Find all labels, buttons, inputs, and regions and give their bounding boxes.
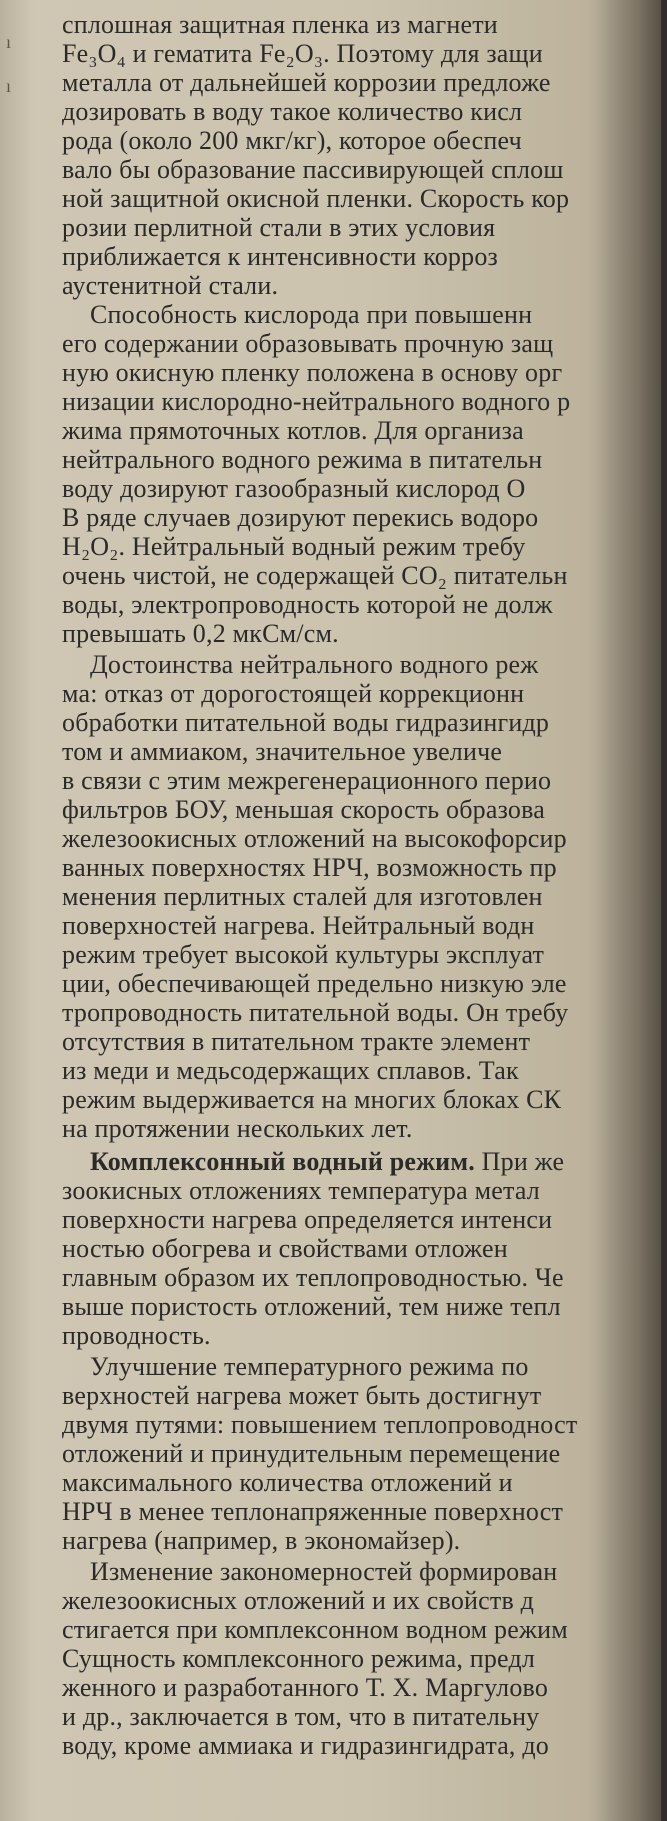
text-line: двумя путями: повышением теплопроводност xyxy=(62,1410,578,1439)
text-line: рода (около 200 мкг/кг), которое обеспеч xyxy=(62,126,522,155)
text-line: максимального количества отложений и xyxy=(62,1468,513,1497)
text-line: в связи с этим межрегенерационного перио xyxy=(62,766,552,795)
text-line: ностью обогрева и свойствами отложен xyxy=(62,1234,508,1263)
text-line: нейтрального водного режима в питательн xyxy=(62,445,543,474)
text-line: отсутствия в питательном тракте элемент xyxy=(62,1027,531,1056)
text-line: H₂O₂. Нейтральный водный режим требу xyxy=(62,532,526,561)
heading-continuation: При же xyxy=(474,1147,565,1176)
text-line: зоокисных отложениях температура метал xyxy=(62,1176,540,1205)
text-line: из меди и медьсодержащих сплавов. Так xyxy=(62,1056,519,1085)
text-line: ной защитной окисной пленки. Скорость кор xyxy=(62,184,570,213)
text-line: на протяжении нескольких лет. xyxy=(62,1114,413,1143)
margin-mark: ı xyxy=(6,76,12,96)
text-line: обработки питательной воды гидразингидр xyxy=(62,708,550,737)
text-line: низации кислородно-нейтрального водного р xyxy=(62,387,571,416)
text-line: режим выдерживается на многих блоках СК xyxy=(62,1085,562,1114)
section-heading-line xyxy=(90,1147,564,1177)
text-line: том и аммиаком, значительное увеличе xyxy=(62,737,503,766)
text-line: ции, обеспечивающей предельно низкую эле xyxy=(62,969,567,998)
page-edge-shadow xyxy=(597,0,667,1821)
text-line: сплошная защитная пленка из магнети xyxy=(62,10,498,39)
text-line: менения перлитных сталей для изготовлен xyxy=(62,882,543,911)
text-line: женного и разработанного Т. Х. Маргулово xyxy=(62,1673,549,1702)
text-line: ную окисную пленку положена в основу орг xyxy=(62,358,563,387)
margin-marks xyxy=(6,20,26,108)
text-line: Улучшение температурного режима по xyxy=(90,1352,529,1381)
text-line: его содержании образовывать прочную защ xyxy=(62,329,554,358)
text-line: приближается к интенсивности корроз xyxy=(62,242,498,271)
text-line: тропроводность питательной воды. Он требу xyxy=(62,998,569,1027)
text-line: верхностей нагрева может быть достигнут xyxy=(62,1381,542,1410)
page-edge xyxy=(661,0,667,1821)
text-line: металла от дальнейшей коррозии предложе xyxy=(62,68,551,97)
text-line: НРЧ в менее теплонапряженные поверхност xyxy=(62,1497,564,1526)
text-line: аустенитной стали. xyxy=(62,271,279,300)
text-line: очень чистой, не содержащей CO₂ питательн xyxy=(62,561,568,590)
text-line: отложений и принудительным перемещение xyxy=(62,1439,561,1468)
text-line: В ряде случаев дозируют перекись водоро xyxy=(62,503,539,532)
text-line: железоокисных отложений и их свойств д xyxy=(62,1586,535,1615)
text-line: Fe₃O₄ и гематита Fe₂O₃. Поэтому для защи xyxy=(62,39,543,68)
text-line: поверхности нагрева определяется интенси xyxy=(62,1205,553,1234)
text-line: и др., заключается в том, что в питательну xyxy=(62,1702,540,1731)
text-line: поверхностей нагрева. Нейтральный водн xyxy=(62,911,535,940)
text-line: Сущность комплексонного режима, предл xyxy=(62,1644,536,1673)
text-line: нагрева (например, в экономайзер). xyxy=(62,1526,461,1555)
text-line: ма: отказ от дорогостоящей коррекционн xyxy=(62,679,525,708)
text-line: воду, кроме аммиака и гидразингидрата, до xyxy=(62,1731,549,1760)
text-line: железоокисных отложений на высокофорсир xyxy=(62,824,567,853)
text-line: стигается при комплексонном водном режим xyxy=(62,1615,568,1644)
text-line: воды, электропроводность которой не долж xyxy=(62,590,553,619)
text-line: воду дозируют газообразный кислород О xyxy=(62,474,526,503)
text-line: розии перлитной стали в этих условия xyxy=(62,213,496,242)
text-line: главным образом их теплопроводностью. Че xyxy=(62,1263,564,1292)
text-line: жима прямоточных котлов. Для организа xyxy=(62,416,524,445)
text-line: режим требует высокой культуры эксплуат xyxy=(62,940,545,969)
text-line: превышать 0,2 мкСм/см. xyxy=(62,619,339,648)
text-line: Достоинства нейтрального водного реж xyxy=(90,650,539,679)
section-heading: Комплексонный водный режим. xyxy=(90,1147,475,1176)
text-line: ванных поверхностях НРЧ, возможность пр xyxy=(62,853,557,882)
text-line: проводность. xyxy=(62,1321,211,1350)
text-line: фильтров БОУ, меньшая скорость образова xyxy=(62,795,545,824)
text-line: Изменение закономерностей формирован xyxy=(90,1557,558,1586)
text-line: выше пористость отложений, тем ниже тепл xyxy=(62,1292,561,1321)
text-line: Способность кислорода при повышенн xyxy=(90,300,533,329)
text-line: дозировать в воду такое количество кисл xyxy=(62,97,523,126)
margin-mark: ı xyxy=(6,32,12,52)
text-line: вало бы образование пассивирующей сплош xyxy=(62,155,564,184)
